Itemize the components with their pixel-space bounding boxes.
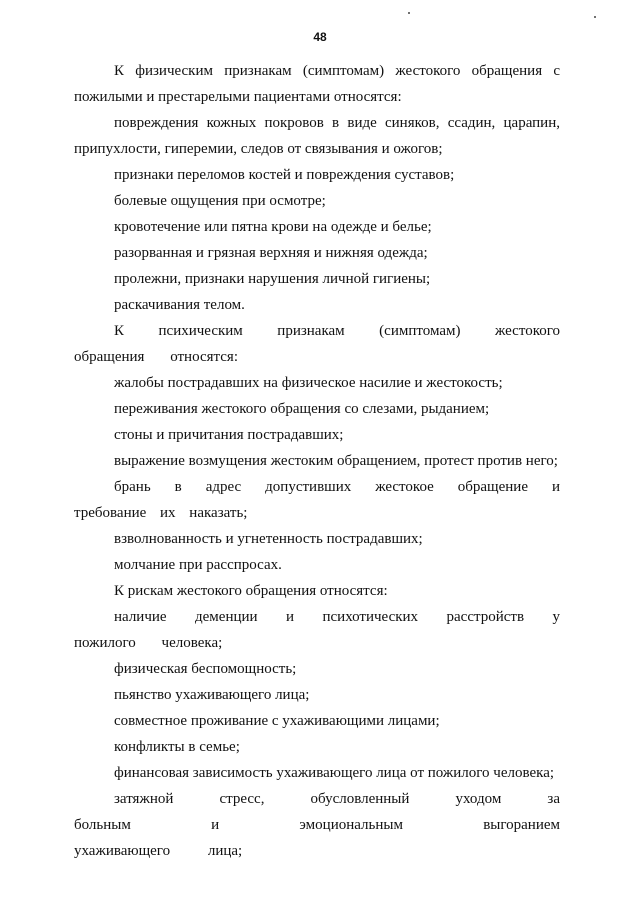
- list-item-drunkenness: пьянство ухаживающего лица;: [114, 687, 310, 703]
- list-item-fractures: признаки переломов костей и повреждения суставов;: [114, 167, 455, 183]
- paragraph-mental-signs-intro: К психическим признакам (симптомам) жестокого обращения относятся:: [74, 323, 560, 365]
- list-item-bleeding: кровотечение или пятна крови на одежде и белье;: [114, 219, 432, 235]
- list-item-tears: переживания жестокого обращения со слезами, рыданием;: [114, 401, 490, 417]
- list-item-stress: затяжной стресс, обусловленный уходом за больным и эмоциональным выгоранием ухаживающего лица;: [74, 791, 560, 859]
- list-item-moans: стоны и причитания пострадавших;: [114, 427, 344, 443]
- list-item-silence: молчание при расспросах.: [114, 557, 282, 573]
- list-item-agitation: взволнованность и угнетенность пострадавших;: [114, 531, 423, 547]
- list-item-torn-clothes: разорванная и грязная верхняя и нижняя одежда;: [114, 245, 428, 261]
- list-item-cursing: брань в адрес допустивших жестокое обращение и требование их наказать;: [74, 479, 560, 521]
- scan-speck: [408, 12, 410, 14]
- list-item-dementia: наличие деменции и психотических расстройств у пожилого человека;: [74, 609, 560, 651]
- page-number: 48: [313, 30, 327, 44]
- list-item-helplessness: физическая беспомощность;: [114, 661, 297, 677]
- document-body: [74, 58, 560, 864]
- list-item-financial-dependence: финансовая зависимость ухаживающего лица от пожилого человека;: [114, 765, 555, 781]
- list-item-protest: выражение возмущения жестоким обращением, протест против него;: [114, 453, 558, 469]
- list-item-skin-damage: повреждения кожных покровов в виде синяков, ссадин, царапин, припухлости, гиперемии, следов от связывания и ожогов;: [74, 115, 560, 157]
- list-item-family-conflicts: конфликты в семье;: [114, 739, 240, 755]
- list-item-bedsores: пролежни, признаки нарушения личной гигиены;: [114, 271, 431, 287]
- paragraph-risks-intro: К рискам жестокого обращения относятся:: [114, 583, 388, 599]
- paragraph-physical-signs-intro: К физическим признакам (симптомам) жестокого обращения с пожилыми и престарелыми пациентами относятся:: [74, 63, 560, 105]
- list-item-rocking: раскачивания телом.: [114, 297, 245, 313]
- scan-speck: [594, 16, 596, 18]
- list-item-complaints: жалобы пострадавших на физическое насилие и жестокость;: [114, 375, 503, 391]
- list-item-pain: болевые ощущения при осмотре;: [114, 193, 326, 209]
- list-item-cohabitation: совместное проживание с ухаживающими лицами;: [114, 713, 440, 729]
